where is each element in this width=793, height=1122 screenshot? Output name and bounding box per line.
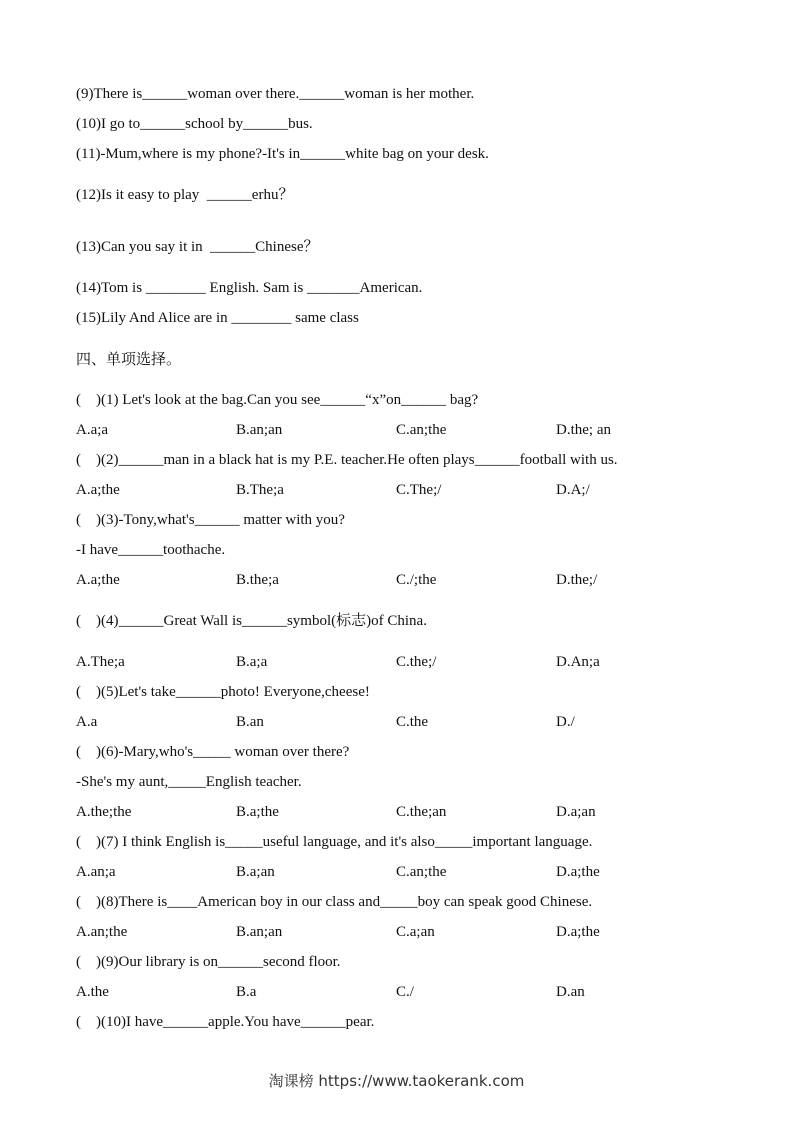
mc-options-9 bbox=[76, 982, 736, 1002]
mc-question-9: ( )(9)Our library is on______second floor. bbox=[76, 954, 341, 970]
mc-question-6: ( )(6)-Mary,who's_____ woman over there? bbox=[76, 744, 350, 760]
mc-options-4 bbox=[76, 652, 736, 672]
option-a: A.the;the bbox=[76, 804, 132, 820]
mc-options-1 bbox=[76, 420, 736, 440]
mc-question-8: ( )(8)There is____American boy in our class and_____boy can speak good Chinese. bbox=[76, 894, 593, 910]
mc-question-6-response: -She's my aunt,_____English teacher. bbox=[76, 774, 302, 790]
option-d: D.a;the bbox=[556, 924, 600, 940]
option-a: A.a bbox=[76, 714, 98, 730]
mc-options-5 bbox=[76, 712, 736, 732]
option-c: C./;the bbox=[396, 572, 437, 588]
option-b: B.the;a bbox=[236, 572, 279, 588]
mc-question-7: ( )(7) I think English is_____useful language, and it's also_____important language. bbox=[76, 834, 593, 850]
option-d: D.a;an bbox=[556, 804, 596, 820]
question-13: (13)Can you say it in ______Chinese？ bbox=[76, 239, 319, 255]
option-d: D.the; an bbox=[556, 422, 611, 438]
option-b: B.an bbox=[236, 714, 264, 730]
option-a: A.a;a bbox=[76, 422, 109, 438]
option-c: C.the;an bbox=[396, 804, 447, 820]
option-c: C.the bbox=[396, 714, 429, 730]
option-c: C./ bbox=[396, 984, 414, 1000]
option-c: C.a;an bbox=[396, 924, 435, 940]
option-a: A.an;the bbox=[76, 924, 128, 940]
option-d: D.a;the bbox=[556, 864, 600, 880]
option-d: D.an bbox=[556, 984, 585, 1000]
question-10: (10)I go to______school by______bus. bbox=[76, 116, 313, 132]
mc-options-2 bbox=[76, 480, 736, 500]
option-a: A.the bbox=[76, 984, 109, 1000]
option-b: B.The;a bbox=[236, 482, 284, 498]
question-11: (11)-Mum,where is my phone?-It's in______white bag on your desk. bbox=[76, 146, 489, 162]
mc-question-3: ( )(3)-Tony,what's______ matter with you? bbox=[76, 512, 345, 528]
mc-options-6 bbox=[76, 802, 736, 822]
option-a: A.an;a bbox=[76, 864, 116, 880]
mc-options-7 bbox=[76, 862, 736, 882]
option-b: B.a;an bbox=[236, 864, 275, 880]
option-d: D./ bbox=[556, 714, 575, 730]
question-12: (12)Is it easy to play ______erhu？ bbox=[76, 187, 294, 203]
mc-options-8 bbox=[76, 922, 736, 942]
option-c: C.The;/ bbox=[396, 482, 442, 498]
mc-question-4: ( )(4)______Great Wall is______symbol(标志)of China. bbox=[76, 613, 427, 629]
mc-question-3-response: -I have______toothache. bbox=[76, 542, 226, 558]
question-14: (14)Tom is ________ English. Sam is _______American. bbox=[76, 280, 423, 296]
option-c: C.the;/ bbox=[396, 654, 437, 670]
option-b: B.a;a bbox=[236, 654, 268, 670]
option-b: B.an;an bbox=[236, 422, 283, 438]
option-a: A.The;a bbox=[76, 654, 125, 670]
option-c: C.an;the bbox=[396, 864, 447, 880]
section-heading: 四、单项选择。 bbox=[76, 350, 182, 368]
mc-question-2: ( )(2)______man in a black hat is my P.E. teacher.He often plays______football with us. bbox=[76, 452, 618, 468]
option-b: B.an;an bbox=[236, 924, 283, 940]
mc-options-3 bbox=[76, 570, 736, 590]
option-d: D.the;/ bbox=[556, 572, 598, 588]
option-c: C.an;the bbox=[396, 422, 447, 438]
option-d: D.An;a bbox=[556, 654, 600, 670]
mc-question-5: ( )(5)Let's take______photo! Everyone,cheese! bbox=[76, 684, 370, 700]
option-b: B.a;the bbox=[236, 804, 279, 820]
mc-question-10: ( )(10)I have______apple.You have______pear. bbox=[76, 1014, 375, 1030]
question-9: (9)There is______woman over there.______woman is her mother. bbox=[76, 86, 475, 102]
option-a: A.a;the bbox=[76, 482, 120, 498]
option-b: B.a bbox=[236, 984, 257, 1000]
option-d: D.A;/ bbox=[556, 482, 590, 498]
option-a: A.a;the bbox=[76, 572, 120, 588]
question-15: (15)Lily And Alice are in ________ same class bbox=[76, 310, 359, 326]
page-footer-watermark: 淘课榜 https://www.taokerank.com bbox=[268, 1072, 525, 1090]
mc-question-1: ( )(1) Let's look at the bag.Can you see______“x”on______ bag? bbox=[76, 392, 479, 408]
